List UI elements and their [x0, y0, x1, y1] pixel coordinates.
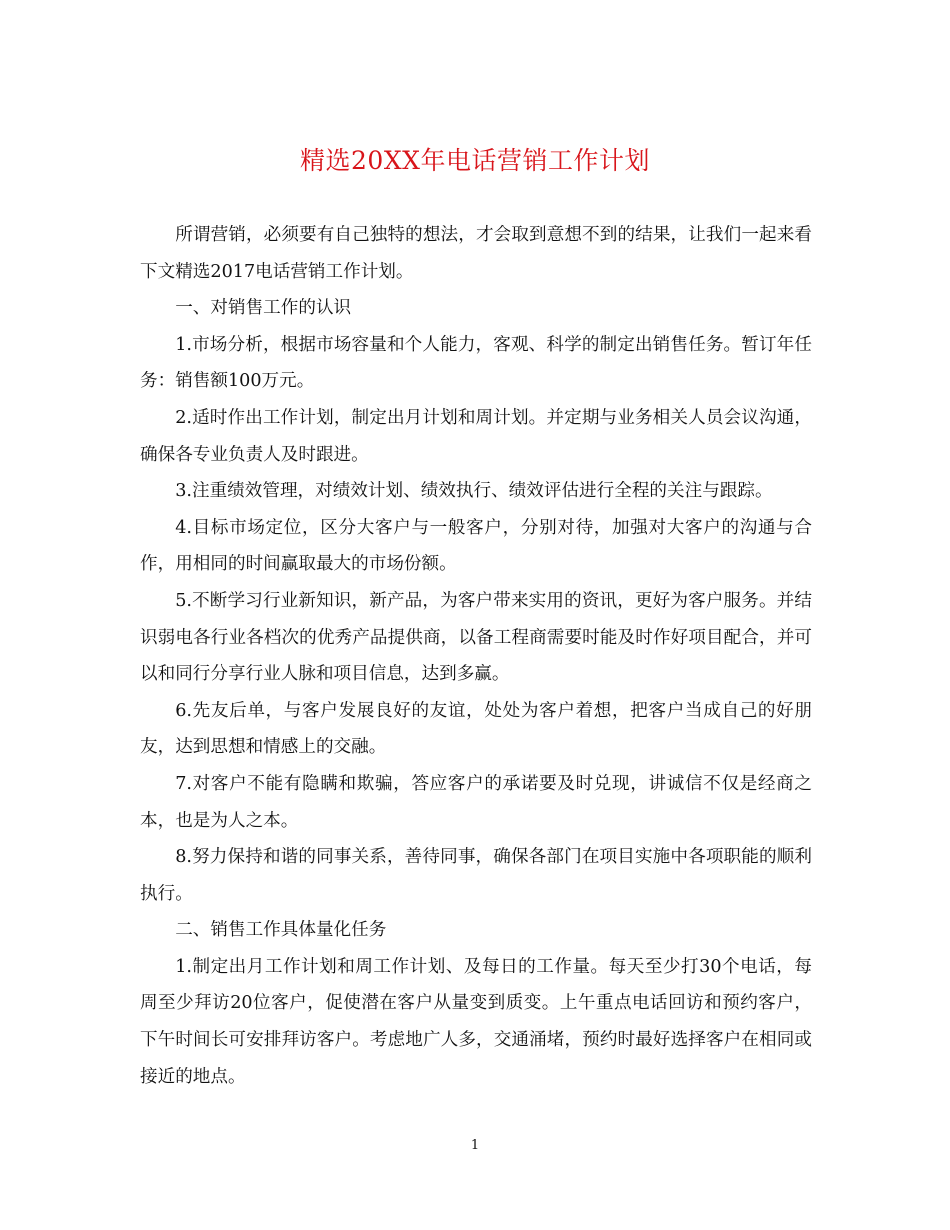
document-title: 精选20XX年电话营销工作计划 — [300, 146, 650, 175]
section1-item-6: 6.先友后单，与客户发展良好的友谊，处处为客户着想，把客户当成自己的好朋友，达到思想和情感上的交融。 — [140, 700, 812, 758]
section1-item-1: 1.市场分析，根据市场容量和个人能力，客观、科学的制定出销售任务。暂订年任务：销售额100万元。 — [140, 334, 812, 392]
section1-item-3: 3.注重绩效管理，对绩效计划、绩效执行、绩效评估进行全程的关注与跟踪。 — [175, 481, 773, 502]
section-heading-1: 一、对销售工作的认识 — [175, 298, 352, 319]
section1-item-5: 5.不断学习行业新知识，新产品，为客户带来实用的资讯，更好为客户服务。并结识弱电各行业各档次的优秀产品提供商，以备工程商需要时能及时作好项目配合，并可以和同行分享行业人脉和项目信息，达到多赢。 — [140, 590, 812, 685]
section2-item-1: 1.制定出月工作计划和周工作计划、及每日的工作量。每天至少打30个电话，每周至少拜访20位客户，促使潜在客户从量变到质变。上午重点电话回访和预约客户，下午时间长可安排拜访客户。考虑地广人多，交通涌堵，预约时最好选择客户在相同或接近的地点。 — [140, 956, 812, 1087]
section1-item-2: 2.适时作出工作计划，制定出月计划和周计划。并定期与业务相关人员会议沟通，确保各专业负责人及时跟进。 — [140, 407, 812, 465]
intro-paragraph: 所谓营销，必须要有自己独特的想法，才会取到意想不到的结果，让我们一起来看下文精选2017电话营销工作计划。 — [140, 225, 812, 282]
section1-item-7: 7.对客户不能有隐瞒和欺骗，答应客户的承诺要及时兑现，讲诚信不仅是经商之本，也是为人之本。 — [140, 773, 812, 831]
section1-item-4: 4.目标市场定位，区分大客户与一般客户，分别对待，加强对大客户的沟通与合作，用相同的时间赢取最大的市场份额。 — [140, 517, 812, 575]
document-body — [140, 217, 812, 1095]
section-heading-2: 二、销售工作具体量化任务 — [175, 920, 387, 941]
section1-item-8: 8.努力保持和谐的同事关系，善待同事，确保各部门在项目实施中各项职能的顺利执行。 — [140, 847, 812, 904]
page-number: 1 — [470, 1138, 480, 1153]
